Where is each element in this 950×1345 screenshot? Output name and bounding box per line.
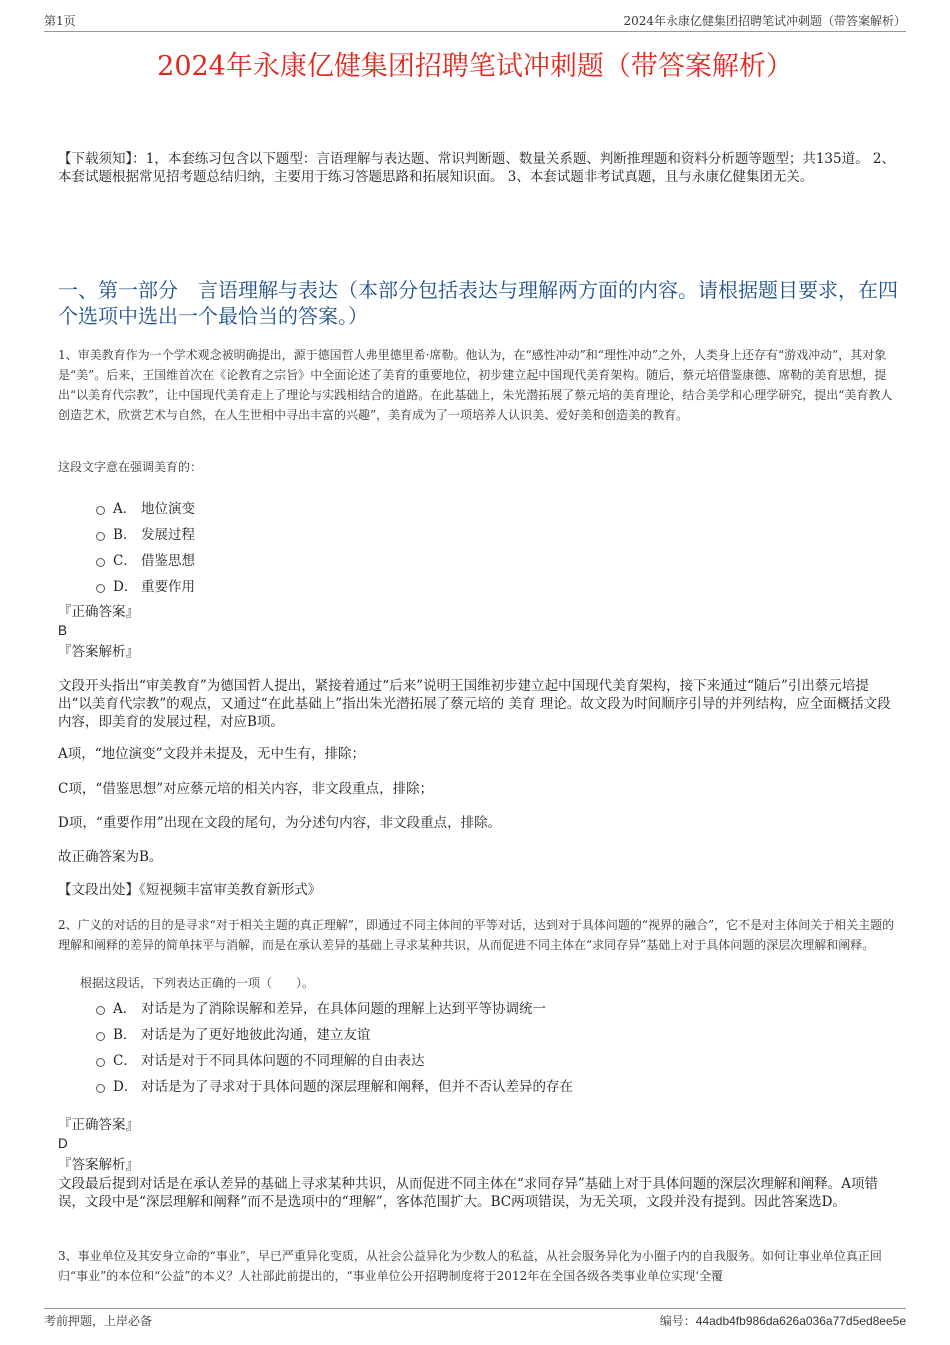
q1-answer-label: 『正确答案』 [58, 604, 139, 620]
footer-code: 编号：44adb4fb986da626a036a77d5ed8ee5e [659, 1314, 906, 1328]
q1-analysis: 文段开头指出“审美教育”为德国哲人提出，紧接着通过“后来”说明王国维初步建立起中国现代美育架构，接下来通过“随后”引出蔡元培提出“以美育代宗教”的观点，又通过“在此基础上”指出朱光潜拓展了蔡元培的 美育 理论。故文段为时间顺序引导的并列结构，应全面概括文段内容，即美育的发展过程，对应B项。 [58, 678, 891, 730]
q1-option-b[interactable]: B． 发展过程 [96, 520, 195, 546]
document-title: 2024年永康亿健集团招聘笔试冲刺题（带答案解析） [157, 51, 793, 82]
page-header [44, 12, 906, 29]
radio-icon[interactable] [96, 1058, 105, 1067]
q1-option-c[interactable]: C． 借鉴思想 [96, 546, 195, 572]
q2-option-d[interactable]: D． 对话是为了寻求对于具体问题的深层理解和阐释，但并不否认差异的存在 [96, 1072, 573, 1098]
radio-icon[interactable] [96, 584, 105, 593]
question-2-text: 2、广义的对话的目的是寻求“对于相关主题的真正理解”，即通过不同主体间的平等对话，达到对于具体问题的“视界的融合”，它不是对主体间关于相关主题的理解和阐释的差异的简单抹平与消解，而是在承认差异的基础上寻求某种共识，从而促进不同主体在“求同存异”基础上对于具体问题的深层次理解和阐释。 [58, 918, 895, 952]
footer-slogan: 考前押题，上岸必备 [44, 1314, 153, 1328]
q2-answer: D [58, 1136, 68, 1151]
header-doc-title: 2024年永康亿健集团招聘笔试冲刺题（带答案解析） [623, 14, 906, 28]
radio-icon[interactable] [96, 532, 105, 541]
q1-option-a[interactable]: A． 地位演变 [96, 494, 195, 520]
page-footer [44, 1312, 906, 1329]
q2-option-c[interactable]: C． 对话是对于不同具体问题的不同理解的自由表达 [96, 1046, 573, 1072]
radio-icon[interactable] [96, 506, 105, 515]
q2-option-a[interactable]: A． 对话是为了消除误解和差异，在具体问题的理解上达到平等协调统一 [96, 994, 573, 1020]
section-heading: 一、第一部分 言语理解与表达（本部分包括表达与理解两方面的内容。请根据题目要求，在四个选项中选出一个最恰当的答案。） [58, 278, 898, 328]
q1-note-d: D项，“重要作用”出现在文段的尾句，为分述句内容，非文段重点，排除。 [58, 815, 502, 831]
q1-conclusion: 故正确答案为B。 [58, 849, 163, 865]
question-1-text: 1、审美教育作为一个学术观念被明确提出，源于德国哲人弗里德里希·席勒。他认为，在“感性冲动”和“理性冲动”之外，人类身上还存有“游戏冲动”，其对象是“美”。后来，王国维首次在《论教育之宗旨》中全面论述了美育的重要地位，初步建立起中国现代美育架构。随后，蔡元培借鉴康德、席勒的美育思想，提出“以美育代宗教”，让中国现代美育走上了理论与实践相结合的道路。在此基础上，朱光潜拓展了蔡元培的美育理论，结合美学和心理学研究，提出“美育教人创造艺术，欣赏艺术与自然，在人生世相中寻出丰富的兴趣”，美育成为了一项培养人认识美、爱好美和创造美的教育。 [58, 348, 893, 422]
question-2-options [96, 994, 573, 1098]
q2-analysis-label: 『答案解析』 [58, 1157, 139, 1173]
radio-icon[interactable] [96, 1084, 105, 1093]
q1-analysis-label: 『答案解析』 [58, 644, 139, 660]
q2-analysis: 文段最后提到对话是在承认差异的基础上寻求某种共识，从而促进不同主体在“求同存异”基础上对于具体问题的深层次理解和阐释。A项错误，文段中是“深层理解和阐释”而不是选项中的“理解”，客体范围扩大。BC两项错误，为无关项，文段并没有提到。因此答案选D。 [58, 1176, 879, 1210]
radio-icon[interactable] [96, 1032, 105, 1041]
header-divider [44, 31, 906, 32]
q1-option-d[interactable]: D． 重要作用 [96, 572, 195, 598]
page-number: 第1页 [44, 14, 76, 28]
question-1-options [96, 494, 195, 598]
download-notice: 【下载须知】：1，本套练习包含以下题型：言语理解与表达题、常识判断题、数量关系题、判断推理题和资料分析题等题型；共135道。 2、本套试题根据常见招考题总结归纳，主要用于练习答题思路和拓展知识面。 3、本套试题非考试真题，且与永康亿健集团无关。 [58, 151, 895, 185]
footer-divider [44, 1308, 906, 1309]
q1-source: 【文段出处】《短视频丰富审美教育新形式》 [58, 882, 322, 898]
q2-answer-label: 『正确答案』 [58, 1117, 139, 1133]
question-3-text: 3、事业单位及其安身立命的“事业”，早已严重异化变质，从社会公益异化为少数人的私益，从社会服务异化为小圈子内的自我服务。如何让事业单位真正回归“事业”的本位和“公益”的本义？人社部此前提出的，“事业单位公开招聘制度将于2012年在全国各级各类事业单位实现‘全覆 [58, 1249, 882, 1283]
q1-answer: B [58, 623, 68, 638]
question-1-prompt: 这段文字意在强调美育的： [58, 460, 203, 474]
radio-icon[interactable] [96, 1006, 105, 1015]
radio-icon[interactable] [96, 558, 105, 567]
question-2-prompt: 根据这段话，下列表达正确的一项（ ）。 [80, 976, 315, 990]
q1-note-c: C项，“借鉴思想”对应蔡元培的相关内容，非文段重点，排除； [58, 781, 434, 797]
q1-note-a: A项，“地位演变”文段并未提及，无中生有，排除； [58, 746, 366, 762]
q2-option-b[interactable]: B． 对话是为了更好地彼此沟通，建立友谊 [96, 1020, 573, 1046]
